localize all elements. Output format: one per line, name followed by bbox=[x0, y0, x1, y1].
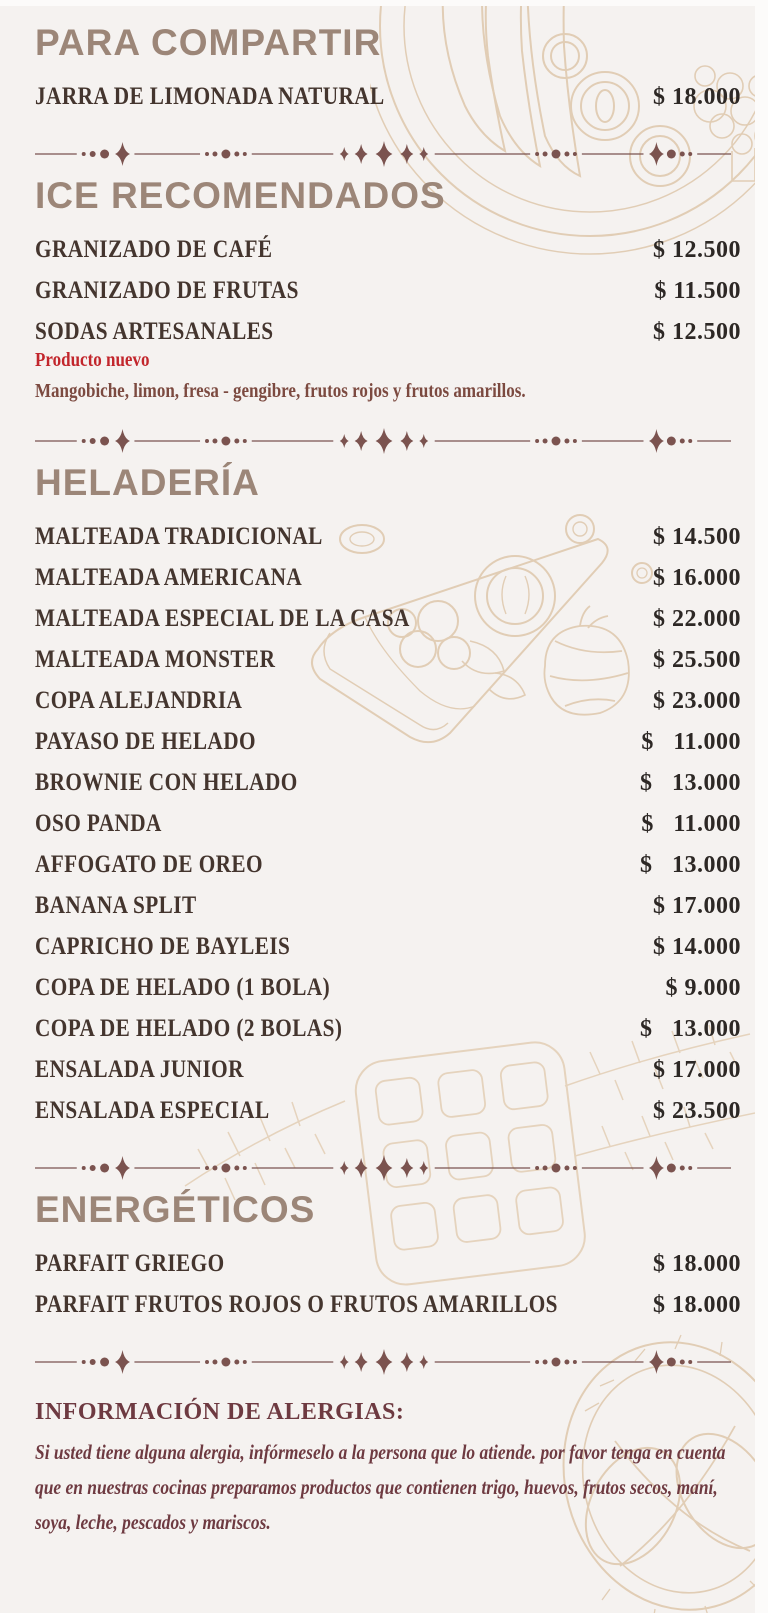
ornament-divider bbox=[35, 1349, 731, 1375]
item-name: BANANA SPLIT bbox=[35, 891, 197, 919]
item-price: $ 11.000 bbox=[641, 728, 741, 755]
item-price: $ 12.500 bbox=[653, 318, 741, 345]
menu-item-row bbox=[35, 557, 741, 598]
menu-item-row bbox=[35, 803, 741, 844]
menu-item-row bbox=[35, 1008, 741, 1049]
menu-item-row bbox=[35, 721, 741, 762]
item-name: MALTEADA AMERICANA bbox=[35, 563, 303, 591]
allergy-title: INFORMACIÓN DE ALERGIAS: bbox=[35, 1399, 405, 1425]
item-price: $ 12.500 bbox=[653, 236, 741, 263]
item-price: $ 9.000 bbox=[665, 974, 741, 1001]
item-name: ENSALADA JUNIOR bbox=[35, 1055, 244, 1083]
menu-item-row bbox=[35, 1243, 741, 1284]
section-title: PARA COMPARTIR bbox=[35, 22, 382, 63]
menu-item-row bbox=[35, 967, 741, 1008]
item-price: $ 17.000 bbox=[653, 1056, 741, 1083]
item-price: $ 13.000 bbox=[640, 1015, 741, 1042]
item-price: $ 14.500 bbox=[653, 523, 741, 550]
item-name: AFFOGATO DE OREO bbox=[35, 850, 263, 878]
menu-item-row bbox=[35, 639, 741, 680]
menu-item-row bbox=[35, 76, 741, 117]
item-name: ENSALADA ESPECIAL bbox=[35, 1096, 270, 1124]
item-name: JARRA DE LIMONADA NATURAL bbox=[35, 82, 385, 110]
menu-section bbox=[35, 1189, 741, 1325]
menu-section bbox=[35, 462, 741, 1131]
ornament-divider bbox=[35, 141, 731, 167]
item-price: $ 18.000 bbox=[653, 1291, 741, 1318]
ornament-divider bbox=[35, 1155, 731, 1181]
item-name: GRANIZADO DE CAFÉ bbox=[35, 235, 273, 263]
item-description: Mangobiche, limon, fresa - gengibre, frutos rojos y frutos amarillos. bbox=[35, 380, 526, 402]
menu-item-row bbox=[35, 926, 741, 967]
item-price: $ 22.000 bbox=[653, 605, 741, 632]
ornament-divider bbox=[35, 428, 731, 454]
menu-item-row bbox=[35, 885, 741, 926]
item-price: $ 13.000 bbox=[640, 769, 741, 796]
item-name: CAPRICHO DE BAYLEIS bbox=[35, 932, 291, 960]
item-price: $ 17.000 bbox=[653, 892, 741, 919]
item-price: $ 11.500 bbox=[654, 277, 741, 304]
item-price: $ 13.000 bbox=[640, 851, 741, 878]
menu-section bbox=[35, 22, 741, 117]
menu-item-row bbox=[35, 229, 741, 270]
menu-item-row bbox=[35, 270, 741, 311]
item-price: $ 16.000 bbox=[653, 564, 741, 591]
item-name: BROWNIE CON HELADO bbox=[35, 768, 298, 796]
menu-item-row bbox=[35, 1090, 741, 1131]
allergy-info bbox=[35, 1397, 741, 1540]
item-price: $ 14.000 bbox=[653, 933, 741, 960]
item-price: $ 18.000 bbox=[653, 83, 741, 110]
section-divider bbox=[35, 1155, 731, 1181]
item-price: $ 18.000 bbox=[653, 1250, 741, 1277]
section-divider bbox=[35, 1349, 731, 1375]
item-name: COPA DE HELADO (2 BOLAS) bbox=[35, 1014, 343, 1042]
section-divider bbox=[35, 428, 731, 454]
item-name: MALTEADA MONSTER bbox=[35, 645, 276, 673]
menu-item-row bbox=[35, 598, 741, 639]
section-title: HELADERÍA bbox=[35, 462, 260, 503]
menu-item-row bbox=[35, 516, 741, 557]
menu-item-row bbox=[35, 1284, 741, 1325]
menu-sections bbox=[35, 22, 741, 1375]
allergy-text: Si usted tiene alguna alergia, infórmeselo a la persona que lo atiende. por favor tenga en cuenta que en nuestras cocinas preparamos productos que contienen trigo, huevos, frutos secos, maní, soya, leche, pescados y mariscos. bbox=[35, 1440, 726, 1534]
item-name: PAYASO DE HELADO bbox=[35, 727, 256, 755]
item-name: COPA DE HELADO (1 BOLA) bbox=[35, 973, 331, 1001]
menu-item-row bbox=[35, 1049, 741, 1090]
section-title: ICE RECOMENDADOS bbox=[35, 175, 446, 216]
item-name: GRANIZADO DE FRUTAS bbox=[35, 276, 299, 304]
menu-item-row bbox=[35, 311, 741, 352]
menu-item-row bbox=[35, 844, 741, 885]
item-name: SODAS ARTESANALES bbox=[35, 317, 274, 345]
item-name: MALTEADA TRADICIONAL bbox=[35, 522, 323, 550]
item-name: PARFAIT FRUTOS ROJOS O FRUTOS AMARILLOS bbox=[35, 1290, 558, 1318]
section-divider bbox=[35, 141, 731, 167]
menu-item-row bbox=[35, 762, 741, 803]
section-title: ENERGÉTICOS bbox=[35, 1189, 316, 1230]
item-price: $ 23.500 bbox=[653, 1097, 741, 1124]
item-name: COPA ALEJANDRIA bbox=[35, 686, 243, 714]
new-product-badge: Producto nuevo bbox=[35, 349, 150, 371]
item-name: PARFAIT GRIEGO bbox=[35, 1249, 225, 1277]
item-price: $ 11.000 bbox=[641, 810, 741, 837]
menu-item-row bbox=[35, 680, 741, 721]
menu-page bbox=[0, 6, 755, 1613]
item-price: $ 25.500 bbox=[653, 646, 741, 673]
item-name: MALTEADA ESPECIAL DE LA CASA bbox=[35, 604, 410, 632]
item-price: $ 23.000 bbox=[653, 687, 741, 714]
item-name: OSO PANDA bbox=[35, 809, 162, 837]
menu-section bbox=[35, 175, 741, 404]
